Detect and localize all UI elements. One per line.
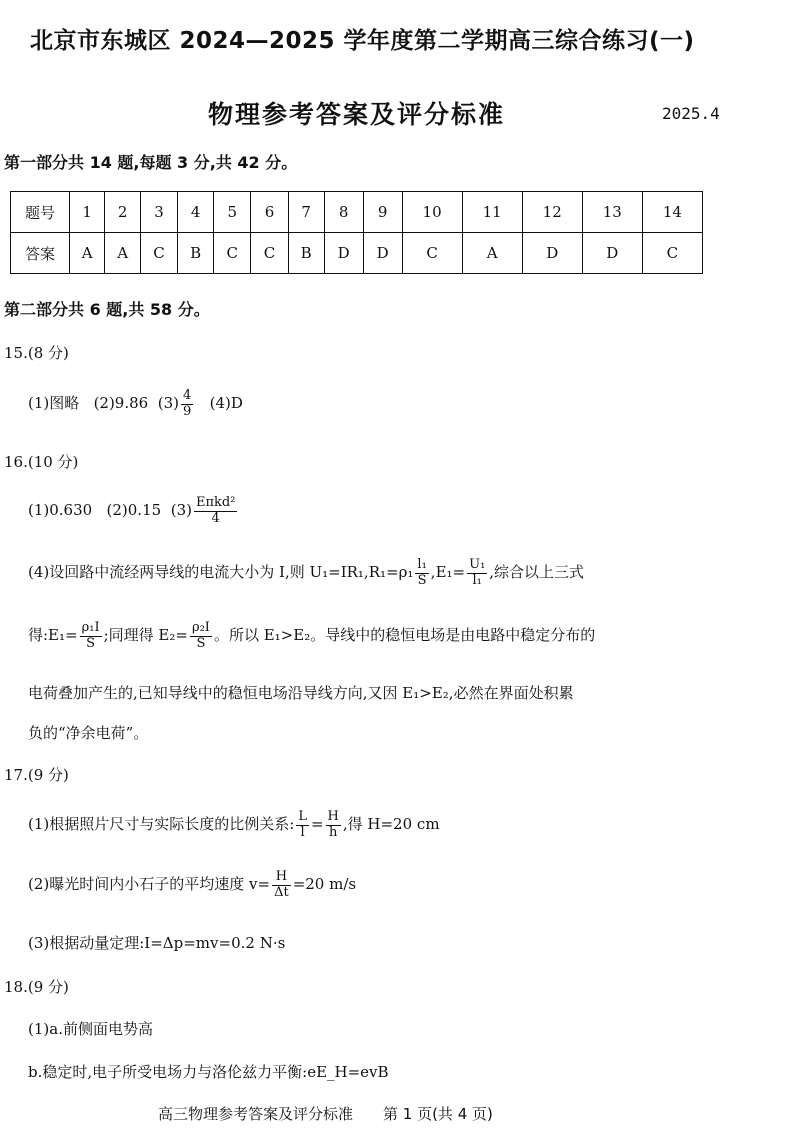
table-cell: 3 [140, 192, 177, 233]
table-cell: 13 [582, 192, 642, 233]
q15-part3: (3) [157, 394, 180, 412]
q17-label: 17.(9 分) [4, 766, 69, 784]
q16-r1-fraction: $\frac{\text{l₁}}{S}$ [417, 556, 427, 588]
table-cell: D [363, 233, 402, 274]
table-cell: 4 [178, 192, 214, 233]
table-cell: A [462, 233, 522, 274]
answer-table [10, 191, 703, 274]
q18-part1b: b.稳定时,电子所受电场力与洛伦兹力平衡:eE_H=evB [28, 1063, 389, 1081]
part1-heading: 第一部分共 14 题,每题 3 分,共 42 分。 [4, 153, 298, 172]
q16-part4-line3: 电荷叠加产生的,已知导线中的稳恒电场沿导线方向,又因 E₁>E₂,必然在界面处积累 [28, 684, 574, 702]
table-cell: D [324, 233, 363, 274]
table-cell: 12 [522, 192, 582, 233]
q15-part2: (2)9.86 [93, 394, 149, 412]
part2-heading: 第二部分共 6 题,共 58 分。 [4, 300, 210, 319]
table-cell: 5 [214, 192, 251, 233]
document-subtitle: 物理参考答案及评分标准 [208, 100, 506, 129]
q15-part4: (4)D [209, 394, 243, 412]
q17-ratio-fraction-1: $\frac{L}{l}$ [298, 808, 307, 840]
q16-part4-line2: 得:E₁= $\frac{\text{ρ₁I}}{S}$ ;同理得 E₂= $\frac{\text{ρ₂I}}{S}$ 。所以 E₁>E₂。导线中的稳恒电场是由电路中稳定分布的 [28, 619, 596, 651]
table-cell: C [402, 233, 462, 274]
q15-label: 15.(8 分) [4, 344, 69, 362]
q17-velocity-fraction: $\frac{H}{\Delta t}$ [274, 868, 289, 900]
table-cell: B [288, 233, 324, 274]
table-cell: C [642, 233, 702, 274]
table-cell: 6 [251, 192, 288, 233]
document-title: 北京市东城区 2024—2025 学年度第二学期高三综合练习(一) [30, 28, 695, 54]
q18-part1a: (1)a.前侧面电势高 [28, 1020, 153, 1038]
q16-part1: (1)0.630 [28, 501, 93, 519]
table-cell: D [582, 233, 642, 274]
q16-part4-line1: (4)设回路中流经两导线的电流大小为 I,则 U₁=IR₁,R₁=ρ₁ $\frac{\text{l₁}}{S}$ ,E₁= $\frac{\text{U₁}}{\text{l₁}}$ ,综合以上三式 [28, 556, 585, 588]
table-cell: A [70, 233, 105, 274]
q16-e1-result-fraction: $\frac{\text{ρ₁I}}{S}$ [81, 619, 100, 651]
q15-answers [28, 388, 243, 419]
table-cell: D [522, 233, 582, 274]
document-date: 2025.4 [662, 104, 720, 123]
q16-e1-fraction: $\frac{\text{U₁}}{\text{l₁}}$ [469, 556, 486, 588]
answer-table-answer-row [11, 233, 703, 274]
table-cell: 11 [462, 192, 522, 233]
q17-ratio-fraction-2: $\frac{H}{h}$ [327, 808, 339, 840]
q15-part1: (1)图略 [28, 394, 80, 412]
q16-part2: (2)0.15 [106, 501, 162, 519]
q16-part3: (3) [170, 501, 192, 519]
table-cell: A [105, 233, 140, 274]
table-cell: 10 [402, 192, 462, 233]
table-cell: 1 [70, 192, 105, 233]
table-cell: C [251, 233, 288, 274]
page-footer: 高三物理参考答案及评分标准 第 1 页(共 4 页) [158, 1105, 493, 1123]
table-cell: 8 [324, 192, 363, 233]
table-header-number: 题号 [11, 192, 70, 233]
q18-label: 18.(9 分) [4, 978, 69, 996]
table-cell: 7 [288, 192, 324, 233]
q16-part4-line4: 负的“净余电荷”。 [28, 724, 149, 742]
answer-table-number-row [11, 192, 703, 233]
table-cell: C [214, 233, 251, 274]
table-cell: C [140, 233, 177, 274]
table-cell: 14 [642, 192, 702, 233]
q16-fraction: $\frac{\text{Eπkd²}}{4}$ [195, 494, 236, 526]
q17-part3: (3)根据动量定理:I=Δp=mv=0.2 N·s [28, 934, 286, 952]
table-header-answer: 答案 [11, 233, 70, 274]
q17-part1: (1)根据照片尺寸与实际长度的比例关系: $\frac{L}{l}$ = $\frac{H}{h}$ ,得 H=20 cm [28, 808, 440, 840]
table-cell: B [178, 233, 214, 274]
table-cell: 2 [105, 192, 140, 233]
q16-e2-result-fraction: $\frac{\text{ρ₂I}}{S}$ [191, 619, 210, 651]
table-cell: 9 [363, 192, 402, 233]
q17-part2: (2)曝光时间内小石子的平均速度 v= $\frac{H}{\Delta t}$ =20 m/s [28, 868, 357, 900]
q15-fraction: $\frac{4}{9}$ [183, 387, 192, 419]
q16-answers-1-3 [28, 493, 239, 527]
q16-label: 16.(10 分) [4, 453, 79, 471]
